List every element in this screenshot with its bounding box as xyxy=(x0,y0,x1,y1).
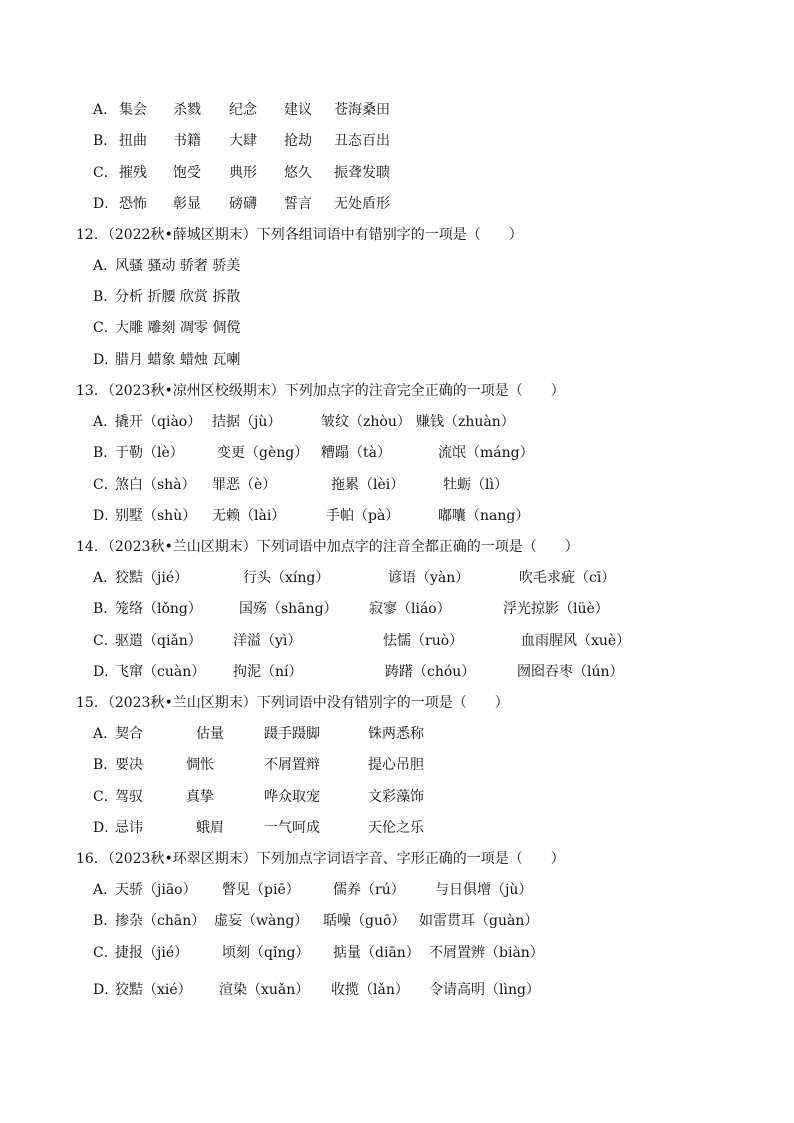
option-word: 流氓（máng） xyxy=(438,445,534,461)
option-word: 煞白（shà） xyxy=(115,477,196,493)
option-word: 狡黠（jié） xyxy=(115,570,189,586)
option-word: 天伦之乐 xyxy=(368,820,424,836)
option-word: 提心吊胆 xyxy=(368,757,424,773)
option-word: 与日俱增（jù） xyxy=(435,882,533,898)
option-word: 拖累（lèi） xyxy=(331,477,405,493)
option-letter: A． xyxy=(93,258,118,274)
option-word: 狡黠（xié） xyxy=(115,982,192,998)
option-word: 血雨腥风（xuè） xyxy=(521,633,631,649)
question-13-stem: 13．（2023秋•凉州区校级期末）下列加点字的注音完全正确的一项是（ ） xyxy=(76,383,565,399)
option-word: 笼络（lǒng） xyxy=(115,601,202,617)
option-word: 彰显 xyxy=(173,196,201,212)
option-word: 怯懦（ruò） xyxy=(383,633,464,649)
option-word: 浮光掠影（lüè） xyxy=(503,601,609,617)
option-letter: C． xyxy=(93,320,118,336)
option-word: 糟蹋（tà） xyxy=(321,445,391,461)
option-word: 书籍 xyxy=(173,133,201,149)
option-word: 虚妄（wàng） xyxy=(214,913,309,929)
option-word: 建议 xyxy=(284,102,312,118)
option-letter: D． xyxy=(93,196,119,212)
question-14-stem: 14．（2023秋•兰山区期末）下列词语中加点字的注音全都正确的一项是（ ） xyxy=(76,539,579,555)
option-word: 典形 xyxy=(229,165,257,181)
option-word: 振聋发聩 xyxy=(334,165,390,181)
option-word: 大肆 xyxy=(229,133,257,149)
option-word: 契合 xyxy=(115,726,143,742)
option-letter: B． xyxy=(93,757,118,773)
option-word: 顷刻（qǐng） xyxy=(222,945,310,961)
option-word: 洋溢（yì） xyxy=(233,633,302,649)
option-word: 赚钱（zhuàn） xyxy=(416,414,515,430)
option-text: 风骚 骚动 骄奢 骄美 xyxy=(115,258,241,274)
option-letter: B． xyxy=(93,289,118,305)
option-word: 掂量（diān） xyxy=(333,945,420,961)
question-15-stem: 15．（2023秋•兰山区期末）下列词语中没有错别字的一项是（ ） xyxy=(76,695,509,711)
option-word: 拘泥（ní） xyxy=(233,664,303,680)
option-word: 手帕（pà） xyxy=(326,508,400,524)
option-word: 驾驭 xyxy=(115,789,143,805)
option-word: 扭曲 xyxy=(119,133,147,149)
option-letter: A． xyxy=(93,726,118,742)
option-word: 集会 xyxy=(119,102,147,118)
option-letter: C． xyxy=(93,633,118,649)
option-word: 行头（xíng） xyxy=(243,570,330,586)
option-word: 无赖（lài） xyxy=(212,508,286,524)
option-word: 瞥见（piē） xyxy=(222,882,300,898)
option-letter: A． xyxy=(93,102,118,118)
option-letter: C． xyxy=(93,165,118,181)
option-word: 儒养（rú） xyxy=(333,882,405,898)
option-letter: D． xyxy=(93,352,119,368)
option-word: 牡蛎（lì） xyxy=(443,477,508,493)
option-letter: C． xyxy=(93,945,118,961)
option-word: 文彩藻饰 xyxy=(368,789,424,805)
option-word: 囫囵吞枣（lún） xyxy=(517,664,624,680)
option-word: 饱受 xyxy=(173,165,201,181)
option-word: 收揽（lǎn） xyxy=(331,982,409,998)
option-word: 别墅（shù） xyxy=(115,508,197,524)
option-word: 令请高明（lìng） xyxy=(429,982,540,998)
option-word: 捷报（jié） xyxy=(115,945,189,961)
option-letter: C． xyxy=(93,477,118,493)
option-word: 蛾眉 xyxy=(196,820,224,836)
option-word: 于勒（lè） xyxy=(115,445,184,461)
option-letter: D． xyxy=(93,820,119,836)
option-word: 摧残 xyxy=(119,165,147,181)
option-letter: B． xyxy=(93,913,118,929)
option-letter: B． xyxy=(93,133,118,149)
option-word: 渲染（xuǎn） xyxy=(219,982,310,998)
option-word: 忌讳 xyxy=(115,820,143,836)
option-word: 真挚 xyxy=(186,789,214,805)
option-word: 要决 xyxy=(115,757,143,773)
option-word: 丑态百出 xyxy=(334,133,390,149)
option-word: 嘟囔（nang） xyxy=(438,508,530,524)
option-word: 聒噪（guō） xyxy=(323,913,406,929)
option-word: 如雷贯耳（guàn） xyxy=(419,913,539,929)
option-word: 抢劫 xyxy=(284,133,312,149)
option-letter: B． xyxy=(93,445,118,461)
option-word: 一气呵成 xyxy=(264,820,320,836)
option-letter: D． xyxy=(93,508,119,524)
option-word: 掺杂（chān） xyxy=(115,913,206,929)
option-word: 无处盾形 xyxy=(334,196,390,212)
option-word: 恐怖 xyxy=(119,196,147,212)
option-word: 飞窜（cuàn） xyxy=(115,664,206,680)
option-word: 悠久 xyxy=(284,165,312,181)
option-word: 拮据（jù） xyxy=(212,414,282,430)
option-letter: D． xyxy=(93,664,119,680)
question-16-stem: 16．（2023秋•环翠区期末）下列加点字词语字音、字形正确的一项是（ ） xyxy=(76,851,565,867)
option-text: 腊月 蜡象 蜡烛 瓦喇 xyxy=(115,352,241,368)
option-letter: C． xyxy=(93,789,118,805)
option-word: 磅礴 xyxy=(229,196,257,212)
option-text: 分析 折腰 欣赏 拆散 xyxy=(115,289,241,305)
option-letter: A． xyxy=(93,570,118,586)
option-letter: B． xyxy=(93,601,118,617)
option-word: 驱遣（qiǎn） xyxy=(115,633,202,649)
option-word: 估量 xyxy=(196,726,224,742)
option-word: 惆怅 xyxy=(186,757,214,773)
question-12-stem: 12．（2022秋•薛城区期末）下列各组词语中有错别字的一项是（ ） xyxy=(76,227,523,243)
option-word: 誓言 xyxy=(284,196,312,212)
option-word: 哗众取宠 xyxy=(264,789,320,805)
option-word: 皱纹（zhòu） xyxy=(321,414,411,430)
option-word: 纪念 xyxy=(229,102,257,118)
option-word: 不屑置辨（biàn） xyxy=(429,945,544,961)
option-word: 踌躇（chóu） xyxy=(385,664,476,680)
option-word: 变更（gèng） xyxy=(217,445,309,461)
option-word: 寂寥（liáo） xyxy=(369,601,451,617)
option-word: 蹑手蹑脚 xyxy=(264,726,320,742)
option-word: 吹毛求疵（cī） xyxy=(519,570,616,586)
option-word: 不屑置辩 xyxy=(264,757,320,773)
option-word: 撬开（qiào） xyxy=(115,414,202,430)
option-word: 杀戮 xyxy=(173,102,201,118)
option-word: 天骄（jiāo） xyxy=(115,882,197,898)
option-word: 罪恶（è） xyxy=(212,477,277,493)
option-letter: D． xyxy=(93,982,119,998)
option-text: 大雕 雕刻 凋零 倜傥 xyxy=(115,320,241,336)
option-word: 国殇（shāng） xyxy=(239,601,338,617)
option-letter: A． xyxy=(93,882,118,898)
option-letter: A． xyxy=(93,414,118,430)
option-word: 苍海桑田 xyxy=(334,102,390,118)
option-word: 谚语（yàn） xyxy=(388,570,470,586)
option-word: 铢两悉称 xyxy=(368,726,424,742)
